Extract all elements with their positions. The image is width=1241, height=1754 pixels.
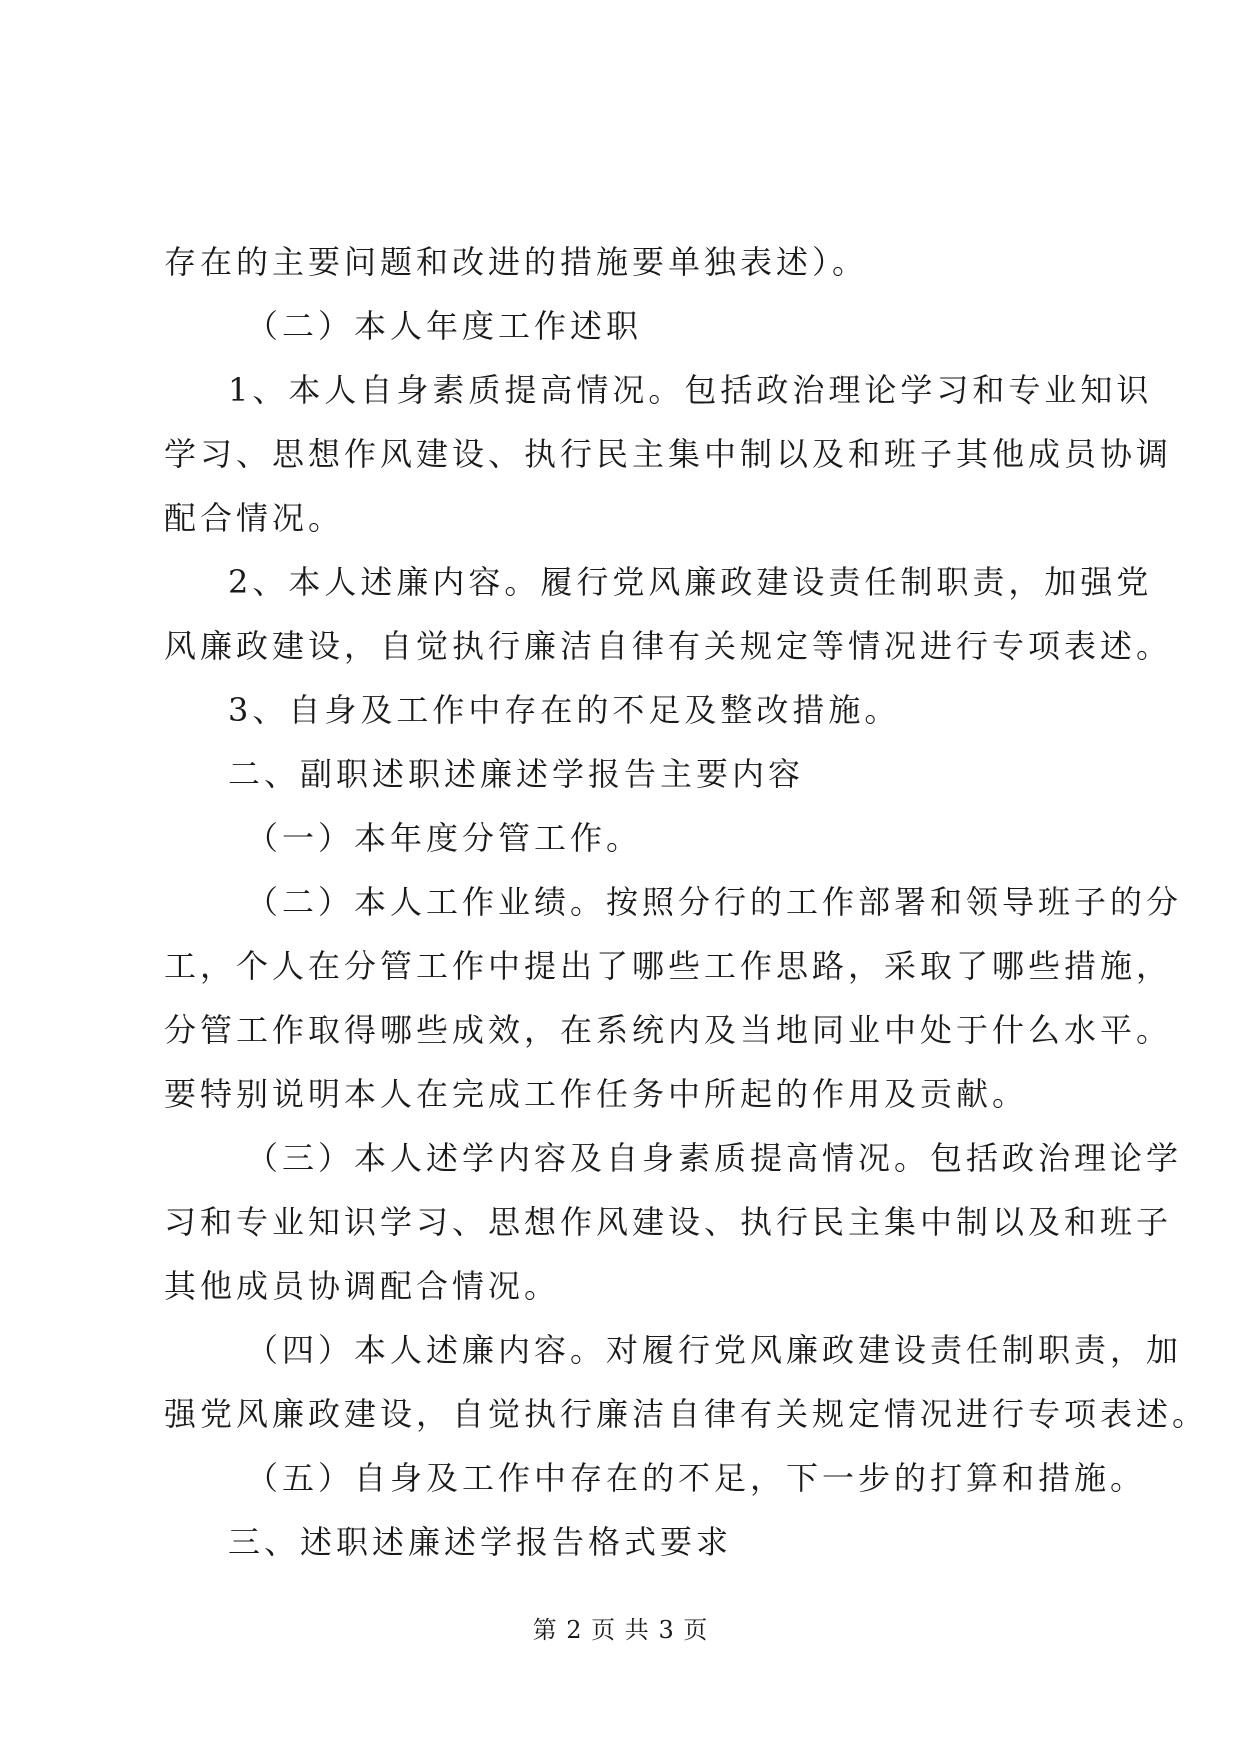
text-line: 3、自身及工作中存在的不足及整改措施。 (228, 691, 901, 729)
text-line: （四）本人述廉内容。对履行党风廉政建设责任制职责，加 (246, 1331, 1183, 1369)
text-line: 要特别说明本人在完成工作任务中所起的作用及贡献。 (164, 1075, 1029, 1113)
section-heading: 二、副职述职述廉述学报告主要内容 (228, 755, 805, 793)
text-line: 存在的主要问题和改进的措施要单独表述）。 (164, 243, 869, 281)
text-line: （三）本人述学内容及自身素质提高情况。包括政治理论学 (246, 1139, 1183, 1177)
text-line: （五）自身及工作中存在的不足，下一步的打算和措施。 (246, 1459, 1147, 1497)
text-line: 工，个人在分管工作中提出了哪些工作思路，采取了哪些措施， (164, 947, 1173, 985)
text-line: 学习、思想作风建设、执行民主集中制以及和班子其他成员协调 (164, 435, 1173, 473)
text-line: 习和专业知识学习、思想作风建设、执行民主集中制以及和班子 (164, 1203, 1173, 1241)
page-number-footer: 第 2 页 共 3 页 (532, 1616, 709, 1644)
text-line: 其他成员协调配合情况。 (164, 1267, 561, 1305)
text-line: 配合情况。 (164, 499, 345, 537)
section-heading: （二）本人年度工作述职 (246, 307, 643, 345)
document-body (164, 230, 1209, 1574)
text-line: 1、本人自身素质提高情况。包括政治理论学习和专业知识 (228, 371, 1153, 409)
text-line: （二）本人工作业绩。按照分行的工作部署和领导班子的分 (246, 883, 1183, 921)
section-heading: 三、述职述廉述学报告格式要求 (228, 1523, 733, 1561)
text-line: 2、本人述廉内容。履行党风廉政建设责任制职责，加强党 (228, 563, 1153, 601)
text-line: 风廉政建设，自觉执行廉洁自律有关规定等情况进行专项表述。 (164, 627, 1173, 665)
text-line: 分管工作取得哪些成效，在系统内及当地同业中处于什么水平。 (164, 1011, 1173, 1049)
text-line: （一）本年度分管工作。 (246, 819, 643, 857)
text-line: 强党风廉政建设，自觉执行廉洁自律有关规定情况进行专项表述。 (164, 1395, 1209, 1433)
